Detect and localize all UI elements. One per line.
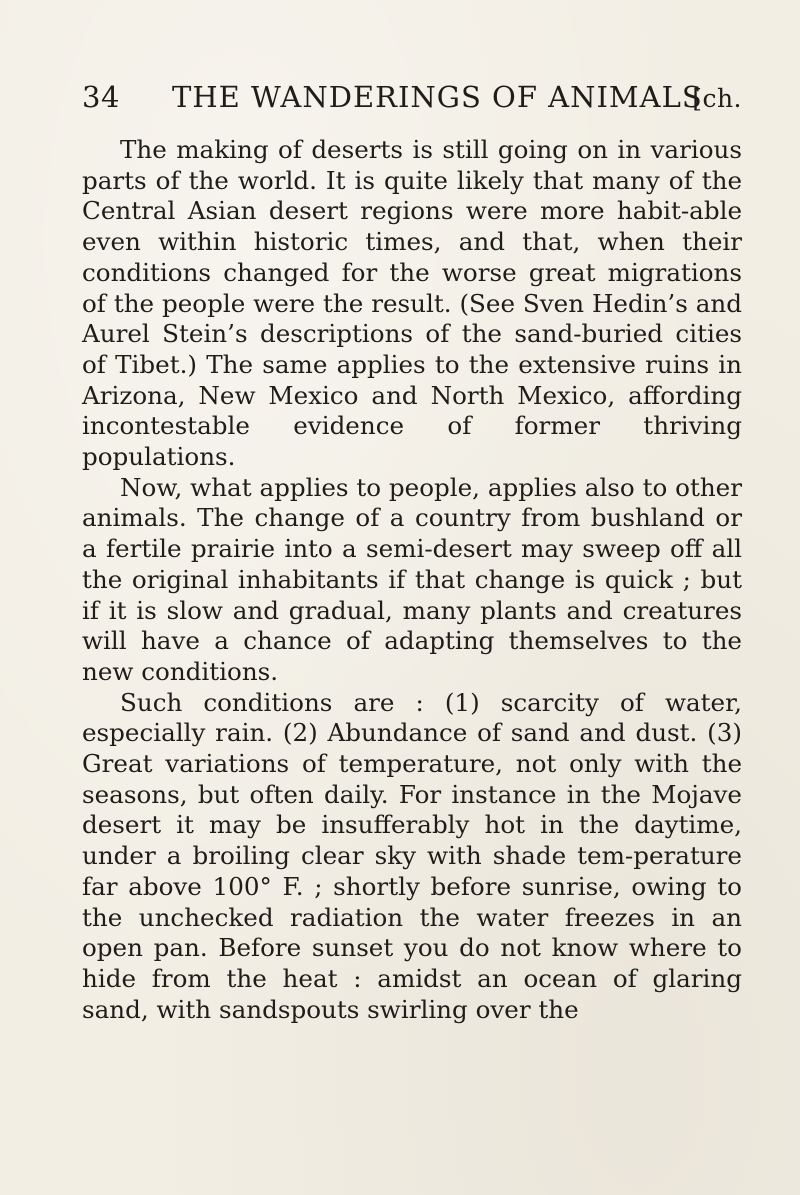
paragraph-deserts: The making of deserts is still going on in various parts of the world. It is quite likely that many of the Central Asian desert regions were more habit-able even within historic times, and that, when their conditions changed for the worse great migrations of the people were the result. (See Sven Hedin’s and Aurel Stein’s descriptions of the sand-buried cities of Tibet.) The same applies to the extensive ruins in Arizona, New Mexico and North Mexico, affording incontestable evidence of former thriving populations. <box>82 135 742 472</box>
body-text <box>82 135 742 1025</box>
paragraph-conditions: Such conditions are : (1) scarcity of water, especially rain. (2) Abundance of sand and dust. (3) Great variations of temperature, not only with the seasons, but often daily. For instance in the Mojave desert it may be insufferably hot in the daytime, under a broiling clear sky with shade tem-perature far above 100° F. ; shortly before sunrise, owing to the unchecked radiation the water freezes in an open pan. Before sunset you do not know where to hide from the heat : amidst an ocean of glaring sand, with sandspouts swirling over the <box>82 687 742 1024</box>
running-title: THE WANDERINGS OF ANIMALS <box>172 80 703 114</box>
running-header <box>82 80 742 120</box>
chapter-mark: [ch. <box>692 84 742 113</box>
page-number: 34 <box>82 80 120 114</box>
paragraph-animals: Now, what applies to people, applies also to other animals. The change of a country from bushland or a fertile prairie into a semi-desert may sweep off all the original inhabitants if that change is quick ; but if it is slow and gradual, many plants and creatures will have a chance of adapting themselves to the new conditions. <box>82 472 742 686</box>
